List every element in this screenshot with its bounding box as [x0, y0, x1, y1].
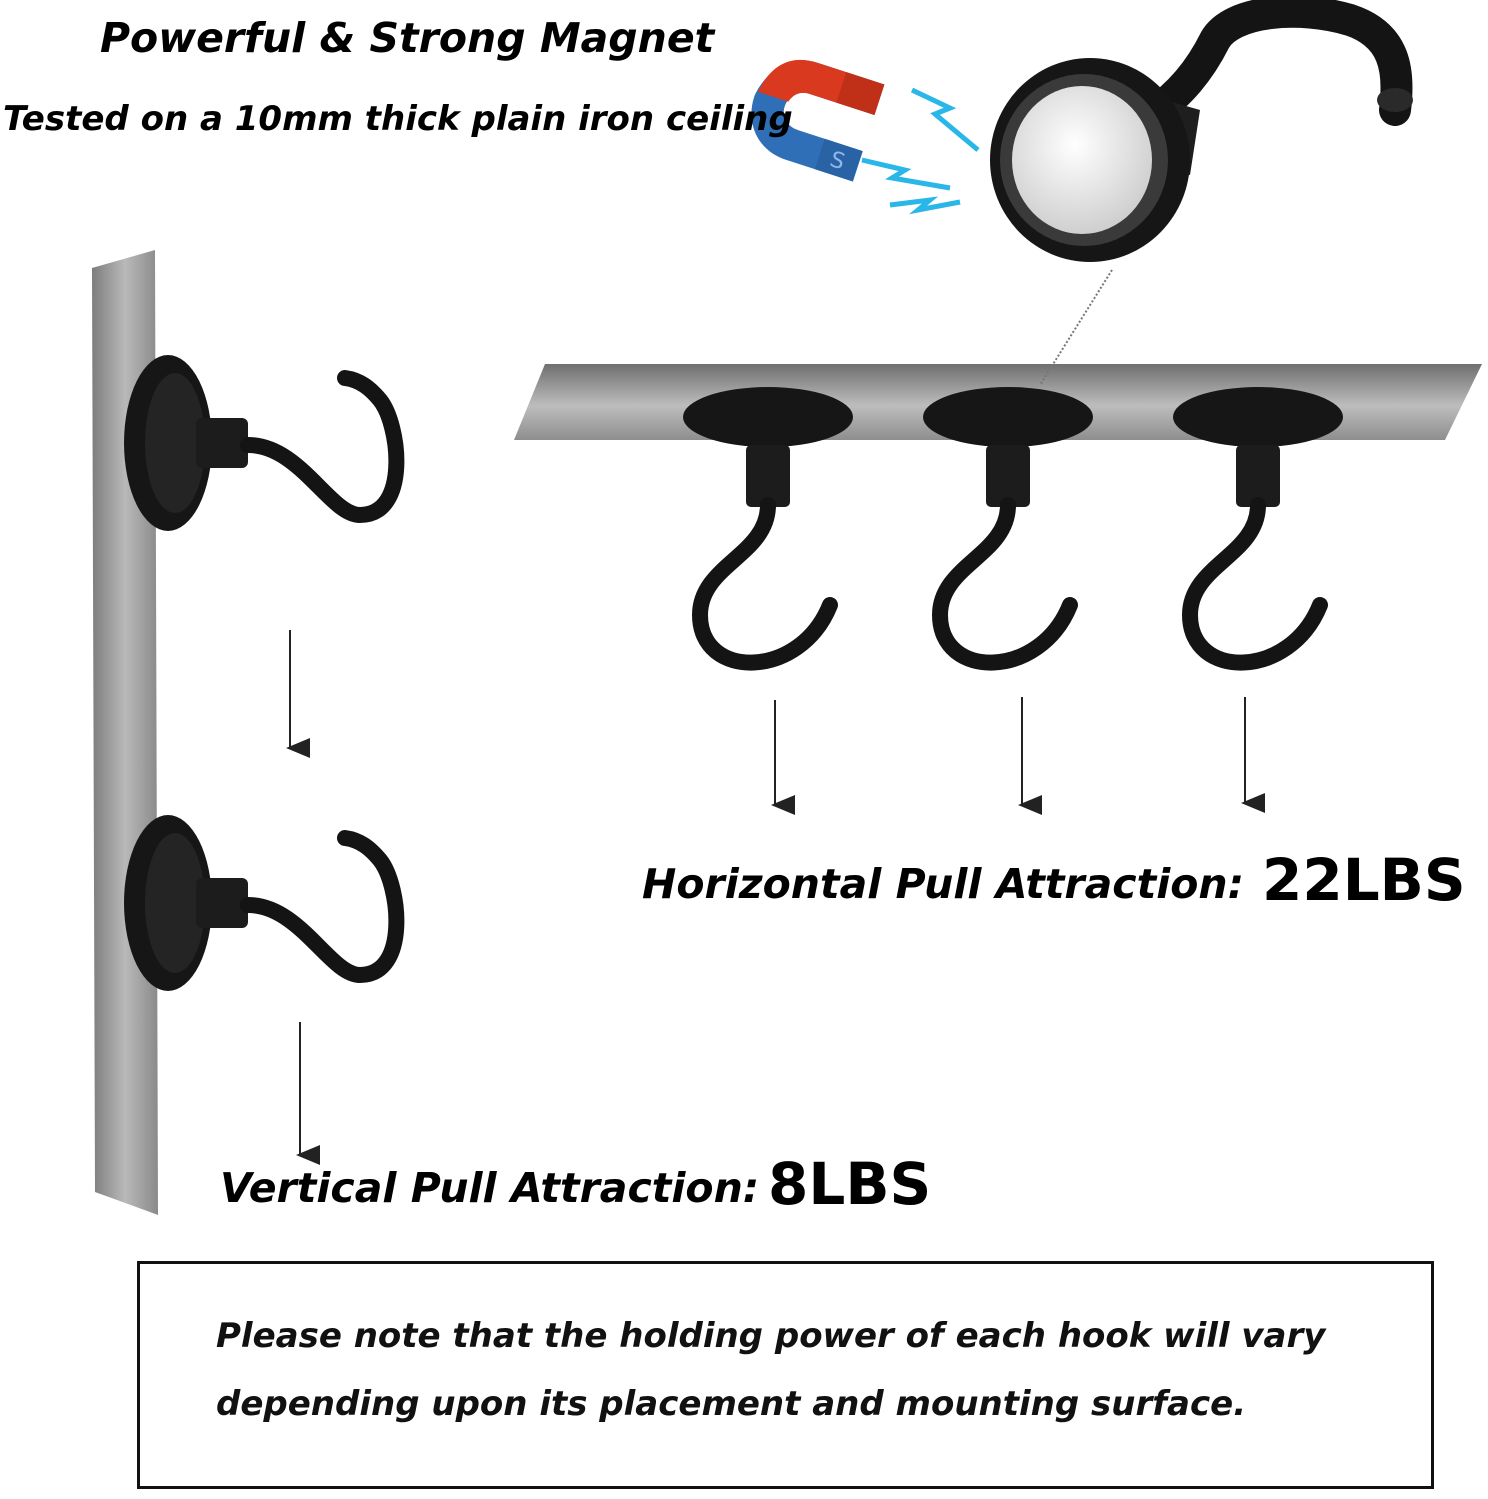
vertical-pull-value: 8LBS: [768, 1150, 932, 1218]
horizontal-pull-label: Horizontal Pull Attraction:: [642, 860, 1245, 908]
headline-subtitle: Tested on a 10mm thick plain iron ceiling: [3, 99, 793, 139]
vertical-pull-label: Vertical Pull Attraction:: [220, 1164, 760, 1212]
ceiling-hook-3: [1173, 387, 1343, 663]
svg-text:S: S: [826, 147, 848, 176]
magnetic-bolt-icons: [862, 90, 978, 210]
note-line-1: Please note that the holding power of each hook will vary: [216, 1316, 1326, 1356]
vertical-hook-lower: [124, 815, 396, 991]
magnetic-hook-icon: [990, 12, 1413, 262]
note-line-2: depending upon its placement and mounting surface.: [216, 1384, 1247, 1424]
vertical-hook-upper: [124, 355, 396, 531]
ceiling-hook-2: [923, 387, 1093, 663]
note-box: [137, 1261, 1434, 1489]
headline-title: Powerful & Strong Magnet: [100, 14, 715, 62]
ceiling-hook-1: [683, 387, 853, 663]
horizontal-pull-value: 22LBS: [1262, 846, 1466, 914]
